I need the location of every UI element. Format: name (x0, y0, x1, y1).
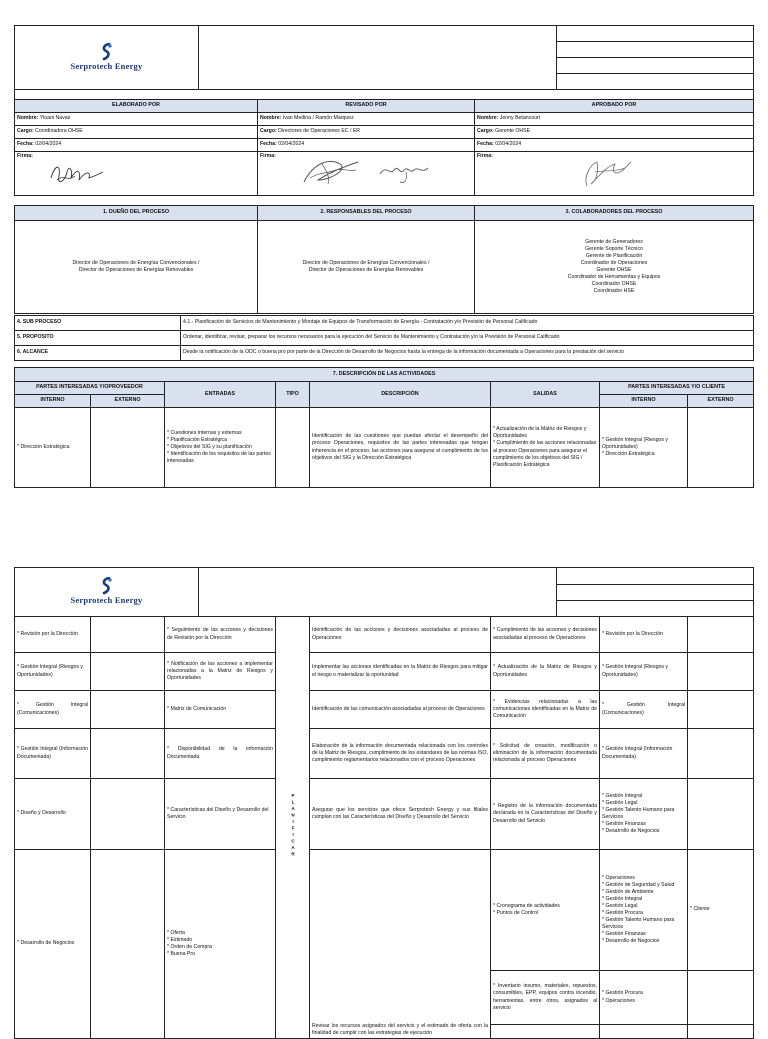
p2-row2-entradas: * Notificación de las acciones a implementar relacionadas a la Matriz de Riesgos y Oportunidades (165, 653, 276, 691)
info-table (14, 315, 754, 361)
page2-code-cell-1 (557, 568, 754, 585)
p2-row6-descripcion: Revisar los recursos asignados del servicio y el estimado de oferta con la finalidad de cumplir con las estrategias de ejecución (310, 850, 491, 1039)
p2-row4-entradas: * Disponibilidad de la información Documentada (165, 729, 276, 779)
subproceso-label: 4. SUB PROCESO (15, 316, 181, 331)
alcance-value: Desde la notificación de la ODC o buena pro por parte de la Dirección de Desarrollo de Negocios hasta la entrega de la información documentada a Operaciones para la prestación del servicio (181, 346, 754, 361)
row1-entradas: * Cuestiones internas y externas * Planificación Estratégica * Objetivos del SIG y su planificación * Identificación de los requisitos de las partes interesadas (165, 408, 276, 488)
page1-header-table (14, 25, 754, 106)
page2-activities-table (14, 616, 754, 1039)
proposito-value: Ordenar, identificar, revisar, preparar los recursos necesarios para la ejecución del Servicio de Mantenimiento y Contratación y/o la Previsión de Personal Calificado (181, 331, 754, 346)
p2-row1-externo (91, 617, 165, 653)
p2-row4-descripcion: Elaboración de la información documentada relacionada con los controles de la Matriz de Riesgos, cumplimiento de los estandares de las normas ISO, cumplimiento reglamentarios relacionados con el proceso Operaciones (310, 729, 491, 779)
p2-row7-salidas (491, 1025, 600, 1039)
p2-row1-salidas: * Cumplimiento de las acciones y decisiones asociadadas al proceso de Operaciones (491, 617, 600, 653)
interno-header: INTERNO (15, 395, 91, 408)
p2-row5-externo (91, 779, 165, 850)
dueno-header: 1. DUEÑO DEL PROCESO (15, 206, 258, 221)
revisado-nombre: Nombre: Ivan Medina / Ramón Marquez (258, 113, 475, 126)
revisado-fecha: Fecha: 02/04/2024 (258, 139, 475, 152)
p2-row1-descripcion: Identificación de las acciones y decisiones asociadadas al proceso de Operaciones (310, 617, 491, 653)
actividades-title: 7. DESCRIPCIÓN DE LAS ACTIVIDADES (15, 368, 754, 382)
p2-row6-interno: * Desarrollo de Negocios (15, 850, 91, 1039)
header-title-cell (199, 26, 557, 90)
p2-row2-cliente: * Gestión Integral (Riesgos y Oportunidades) (600, 653, 688, 691)
page2-title-cell (199, 568, 557, 617)
p2-row6-salidas-a: * Cronograma de actividades * Puntos de Control (491, 850, 600, 971)
p2-row1-interno: * Revisión por la Dirección (15, 617, 91, 653)
p2-row6-externo (91, 850, 165, 1039)
p2-row4-salidas: * Solicitud de creación, modificación o eliminación de la información documentada relacionada al proceso Operaciones (491, 729, 600, 779)
externo-header: EXTERNO (91, 395, 165, 408)
colaboradores-header: 3. COLABORADORES DEL PROCESO (475, 206, 754, 221)
p2-row5-externo-cliente (688, 779, 754, 850)
page2-logo-text: Serprotech Energy (70, 595, 143, 606)
colaboradores-text: Gerente de Generadores Gerente Soporte Técnico Gerente de Planificación Coordinador de Operaciones Gerente OHSE Coordinador de Herramientas y Equipos Coordinador OHSE Coordinador HSE (475, 221, 754, 314)
serprotech-logo-icon (99, 43, 115, 61)
subproceso-value: 4.1.- Planificación de Servicios de Mantenimiento y Montaje de Equipos de Transformación de Energía - Contratación y/o Previsión de Personal Calificado (181, 316, 754, 331)
p2-row6-cliente-b: * Gestión Procura * Operaciones (600, 971, 688, 1025)
p2-row4-cliente: * Gestión Integral (Información Documentada) (600, 729, 688, 779)
elaborado-nombre: Nombre: Yloani Navas (15, 113, 258, 126)
row1-descripcion: Identificación de las cuestiones que puedan afectar el desempeño del proceso Operaciones, requisitos de las partes interesadas que tengan inherencia en el proceso, las acciones para asegurar el cumplimiento de los objetivos del SIG y la Dirección Estratégica (310, 408, 491, 488)
p2-row2-externo-cliente (688, 653, 754, 691)
aprobado-cargo: Cargo: Gerente OHSE (475, 126, 754, 139)
proposito-label: 5. PROPOSITO (15, 331, 181, 346)
revisado-cargo: Cargo: Directores de Operaciones EC / ER (258, 126, 475, 139)
aprobado-header: APROBADO POR (475, 100, 754, 113)
p2-row3-entradas: * Matriz de Comunicación (165, 691, 276, 729)
cliente-interno-header: INTERNO (600, 395, 688, 408)
p2-row1-externo-cliente (688, 617, 754, 653)
header-code-cell-3 (557, 58, 754, 74)
header-code-cell-4 (557, 74, 754, 90)
elaborado-firma: Firma: (15, 152, 258, 196)
revisado-header: REVISADO POR (258, 100, 475, 113)
signature-revisado-1-icon (300, 156, 362, 188)
row1-salidas: * Actualización de la Matriz de Riesgos y Oportunidades * Cumplimiento de las acciones relacionadas al proceso Operaciones para asegurar el cumplimiento de los objetivos del SIG / Planificación Estratégica (491, 408, 600, 488)
aprobado-nombre: Nombre: Jenny Betancourt (475, 113, 754, 126)
row1-interno: * Dirección Estratégica (15, 408, 91, 488)
partes-cliente-header: PARTES INTERESADAS Y/O CLIENTE (600, 382, 754, 395)
p2-row2-descripcion: Implementar las acciones identificadas en la Matriz de Riesgos para mitigar el riesgo o materializar la oportunidad (310, 653, 491, 691)
p2-row3-interno: * Gestión Integral (Comunicaciones) (15, 691, 91, 729)
p2-row1-entradas: * Seguimiento de las acciones y decisiones de Revisión por la Dirección (165, 617, 276, 653)
row1-cliente-interno: * Gestión Integral (Riesgos y Oportunidades) * Dirección Estratégica (600, 408, 688, 488)
cliente-externo-header: EXTERNO (688, 395, 754, 408)
p2-row6-externo-a: * Cliente (688, 850, 754, 971)
signature-elaborado-icon (47, 160, 107, 188)
p2-row5-entradas: * Características del Diseño y Desarrollo del Servicio (165, 779, 276, 850)
p2-row3-salidas: * Evidencias relacionadas a las comunicaciones identificadas en la Matriz de Comunicación (491, 691, 600, 729)
alcance-label: 6. ALCANCE (15, 346, 181, 361)
page2-header-table (14, 567, 754, 617)
dueno-text: Director de Operaciones de Energías Convencionales / Director de Operaciones de Energías Renovables (15, 221, 258, 314)
signature-aprobado-icon (577, 156, 633, 190)
responsables-header: 2. RESPONSABLES DEL PROCESO (258, 206, 475, 221)
p2-row4-externo-cliente (688, 729, 754, 779)
elaborado-header: ELABORADO POR (15, 100, 258, 113)
descripcion-header: DESCRIPCIÓN (310, 382, 491, 408)
p2-row7-cliente (600, 1025, 688, 1039)
signature-revisado-2-icon (376, 156, 434, 186)
p2-row6-salidas-b: * Inventario insumo, materiales, repuestos, consumibles, EPP, equipos contra incendio, herramientas, entre otros, asignados al servicio (491, 971, 600, 1025)
p2-row2-interno: * Gestión Integral (Riesgos y Oportunidades) (15, 653, 91, 691)
p2-row3-externo-cliente (688, 691, 754, 729)
p2-row3-descripcion: Identificación de las comunicación asociadadas al proceso de Operaciones (310, 691, 491, 729)
row1-externo (91, 408, 165, 488)
p2-row6-cliente-a: * Operaciones * Gestión de Seguridad y Salud * Gestión de Ambiente * Gestión Integral * Gestión Legal * Gestión Procura * Gestión Talento Humano para Servicios * Gestión Finanzas * Desarrollo de Negocios (600, 850, 688, 971)
elaborado-fecha: Fecha: 02/04/2024 (15, 139, 258, 152)
p2-row2-salidas: * Actualización de la Matriz de Riesgos y Oportunidades (491, 653, 600, 691)
row1-tipo (276, 408, 310, 488)
page2-code-cell-3 (557, 601, 754, 617)
header-code-cell-1 (557, 26, 754, 42)
p2-row6-externo-b (688, 971, 754, 1025)
entradas-header: ENTRADAS (165, 382, 276, 408)
salidas-header: SALIDAS (491, 382, 600, 408)
p2-row6-entradas: * Oferta * Estimado * Orden de Compra * Buena Pro (165, 850, 276, 1039)
signoff-table (14, 99, 754, 196)
logo-text: Serprotech Energy (70, 60, 143, 71)
p2-row1-cliente: * Revisión por la Dirección (600, 617, 688, 653)
p2-row4-interno: * Gestión Integral (Información Documentada) (15, 729, 91, 779)
logo-cell (15, 26, 199, 90)
proceso-table (14, 205, 754, 314)
aprobado-firma: Firma: (475, 152, 754, 196)
p2-row4-externo (91, 729, 165, 779)
serprotech-logo-icon (99, 577, 115, 595)
tipo-vertical-cell (276, 617, 310, 1039)
tipo-header: TIPO (276, 382, 310, 408)
row1-cliente-externo (688, 408, 754, 488)
p2-row3-cliente: * Gestión Integral (Comunicaciones) (600, 691, 688, 729)
partes-proveedor-header: PARTES INTERESADAS Y/OPROVEEDOR (15, 382, 165, 395)
header-code-cell-2 (557, 42, 754, 58)
page2-code-cell-2 (557, 585, 754, 601)
responsables-text: Director de Operaciones de Energías Convencionales / Director de Operaciones de Energías Renovables (258, 221, 475, 314)
tipo-planificar: PLANIFICAR (290, 793, 296, 859)
p2-row3-externo (91, 691, 165, 729)
page2-logo-cell (15, 568, 199, 617)
p2-row7-externo (688, 1025, 754, 1039)
elaborado-cargo: Cargo: Coordinadora OHSE (15, 126, 258, 139)
p2-row2-externo (91, 653, 165, 691)
p2-row5-salidas: * Registro de la información documentada declarada en la Características del Diseño y Desarrollo del Servicio (491, 779, 600, 850)
revisado-firma: Firma: (258, 152, 475, 196)
actividades-table (14, 367, 754, 488)
p2-row5-cliente: * Gestión Integral * Gestión Legal * Gestión Talento Humano para Servicios * Gestión Finanzas * Desarrollo de Negocios (600, 779, 688, 850)
p2-row5-descripcion: Asegurar que los servicios que ofece Serprotech Energy y sus filiales cumplan con las Características del Diseño y Desarrollo del Servicio (310, 779, 491, 850)
aprobado-fecha: Fecha: 02/04/2024 (475, 139, 754, 152)
p2-row5-interno: * Diseño y Desarrollo (15, 779, 91, 850)
